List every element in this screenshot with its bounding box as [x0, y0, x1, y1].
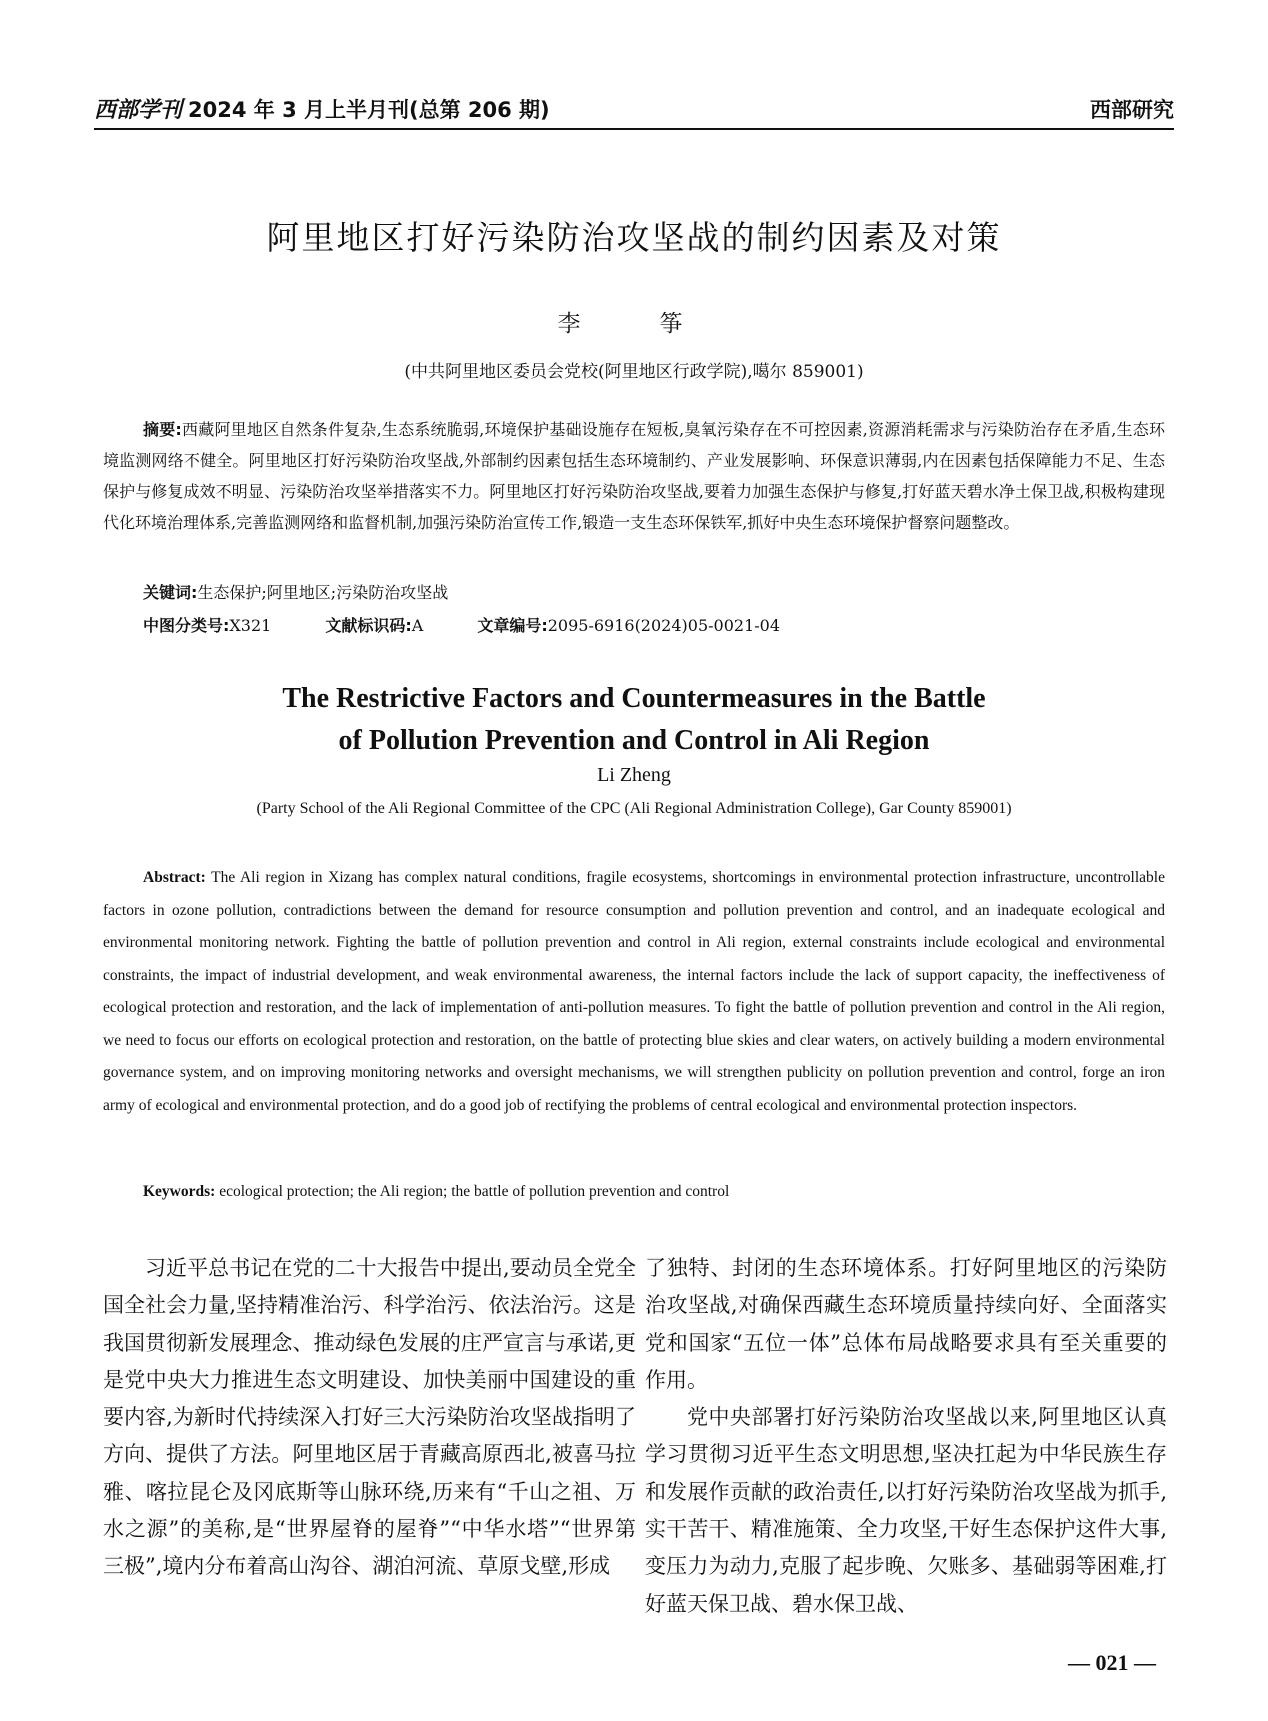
english-abstract-text: The Ali region in Xizang has complex natural conditions, fragile ecosystems, shortcomings in environmental protection infrastructure, uncontrollable factors in ozone pollution, contradictions between the demand for resource consumption and pollution prevention and control, and an inadequate ecological and environmental monitoring network. Fighting the battle of pollution prevention and control in Ali region, external constraints include ecological and environmental constraints, the impact of industrial development, and weak environmental awareness, the internal factors include the lack of support capacity, the ineffectiveness of ecological protection and restoration, and the lack of implementation of anti-pollution measures. To fight the battle of pollution prevention and control in the Ali region, we need to focus our efforts on ecological protection and restoration, on the battle of protecting blue skies and clear waters, on actively building a modern environmental governance system, and on improving monitoring networks and oversight mechanisms, we will strengthen publicity on pollution prevention and control, forge an iron army of ecological and environmental protection, and do a good job of rectifying the problems of central ecological and environmental protection inspectors. [103, 869, 1165, 1114]
page-number: — 021 — [1068, 1650, 1156, 1675]
english-keywords [143, 1183, 729, 1201]
english-abstract [103, 862, 1165, 1122]
english-title-line2: of Pollution Prevention and Control in Ali Region [338, 725, 930, 756]
chinese-affiliation: (中共阿里地区委员会党校(阿里地区行政学院),噶尔 859001) [404, 362, 864, 382]
english-keywords-label: Keywords: [143, 1183, 216, 1200]
article-value: 2095-6916(2024)05-0021-04 [547, 616, 781, 635]
body-paragraph: 了独特、封闭的生态环境体系。打好阿里地区的污染防治攻坚战,对确保西藏生态环境质量持续向好、全面落实党和国家“五位一体”总体布局战略要求具有至关重要的作用。 [645, 1256, 1167, 1392]
body-column-left [103, 1250, 636, 1586]
running-header [94, 88, 1174, 130]
body-paragraph: 党中央部署打好污染防治攻坚战以来,阿里地区认真学习贯彻习近平生态文明思想,坚决扛起为中华民族生存和发展作贡献的政治责任,以打好污染防治攻坚战为抓手,实干苦干、精准施策、全力攻坚,干好生态保护这件大事,变压力为动力,克服了起步晚、欠账多、基础弱等困难,打好蓝天保卫战、碧水保卫战、 [645, 1405, 1167, 1616]
doc-label: 文献标识码: [325, 616, 412, 635]
issue-info: 2024 年 3 月上半月刊(总第 206 期) [188, 98, 550, 122]
chinese-keywords [143, 580, 448, 603]
english-title [0, 678, 1268, 762]
doc-value: A [411, 616, 424, 635]
english-keywords-text: ecological protection; the Ali region; the battle of pollution prevention and control [219, 1183, 730, 1200]
chinese-keywords-label: 关键词: [143, 583, 198, 602]
chinese-abstract [103, 414, 1165, 538]
article-label: 文章编号: [477, 616, 548, 635]
class-number [143, 613, 271, 636]
section-name: 西部研究 [1090, 98, 1174, 122]
english-affiliation: (Party School of the Ali Regional Committee of the CPC (Ali Regional Administration College), Gar County 859001) [256, 800, 1012, 817]
article-number [477, 613, 780, 636]
chinese-title: 阿里地区打好污染防治攻坚战的制约因素及对策 [266, 218, 1002, 257]
journal-logo: 西部学刊 [94, 97, 183, 123]
body-column-right [645, 1250, 1167, 1623]
header-left [94, 93, 550, 124]
chinese-abstract-label: 摘要: [143, 420, 182, 439]
chinese-keywords-text: 生态保护;阿里地区;污染防治攻坚战 [197, 583, 449, 602]
english-title-line1: The Restrictive Factors and Countermeasures in the Battle [282, 683, 986, 714]
classification-line [143, 613, 780, 636]
chinese-author: 李 筝 [557, 311, 711, 337]
chinese-abstract-text: 西藏阿里地区自然条件复杂,生态系统脆弱,环境保护基础设施存在短板,臭氧污染存在不可控因素,资源消耗需求与污染防治存在矛盾,生态环境监测网络不健全。阿里地区打好污染防治攻坚战,外部制约因素包括生态环境制约、产业发展影响、环保意识薄弱,内在因素包括保障能力不足、生态保护与修复成效不明显、污染防治攻坚举措落实不力。阿里地区打好污染防治攻坚战,要着力加强生态保护与修复,打好蓝天碧水净土保卫战,积极构建现代化环境治理体系,完善监测网络和监督机制,加强污染防治宣传工作,锻造一支生态环保铁军,抓好中央生态环境保护督察问题整改。 [103, 420, 1165, 532]
body-paragraph: 习近平总书记在党的二十大报告中提出,要动员全党全国全社会力量,坚持精准治污、科学治污、依法治污。这是我国贯彻新发展理念、推动绿色发展的庄严宣言与承诺,更是党中央大力推进生态文明建设、加快美丽中国建设的重要内容,为新时代持续深入打好三大污染防治攻坚战指明了方向、提供了方法。阿里地区居于青藏高原西北,被喜马拉雅、喀拉昆仑及冈底斯等山脉环绕,历来有“千山之祖、万水之源”的美称,是“世界屋脊的屋脊”“中华水塔”“世界第三极”,境内分布着高山沟谷、湖泊河流、草原戈壁,形成 [103, 1256, 636, 1579]
english-abstract-label: Abstract: [143, 869, 206, 886]
english-author: Li Zheng [597, 764, 671, 786]
class-value: X321 [229, 616, 272, 635]
class-label: 中图分类号: [143, 616, 230, 635]
document-code [325, 613, 423, 636]
